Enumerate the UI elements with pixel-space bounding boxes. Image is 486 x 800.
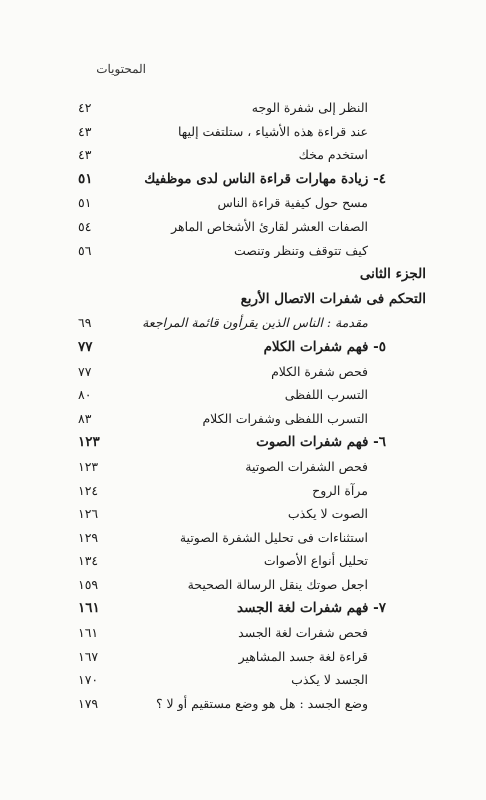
toc-part-heading [0,262,486,287]
toc-row [0,311,486,335]
toc-entry-title: النظر إلى شفرة الوجه [251,100,368,115]
toc-page-number: ٨٣ [78,410,92,426]
toc-row [0,549,486,573]
toc-entry-title: الصفات العشر لقارئ الأشخاص الماهر [171,218,368,234]
toc-entry-title: مرآة الروح [312,482,368,498]
toc-page-number: ٧٧ [78,338,93,355]
toc-row [0,455,486,479]
toc-page-number: ٦٩ [78,315,92,331]
toc-page-number: ١٣٤ [78,553,99,569]
toc-page-number: ١٢٣ [78,458,99,474]
toc-chapter-row [0,335,486,360]
toc-chapter-row [0,167,486,192]
toc-chapter-row [0,596,486,621]
toc-page-number: ١٥٩ [78,576,99,592]
toc-row [0,502,486,526]
toc-entry-title: عند قراءة هذه الأشياء ، ستلتفت إليها [177,123,368,139]
toc-page-number: ٨٠ [78,387,92,403]
toc-page-number: ٥٦ [78,242,92,258]
toc-page-number: ١٢٦ [78,506,99,522]
toc-entry-title: فحص شفرة الكلام [271,363,368,379]
toc-page-number: ١٧٩ [78,695,99,711]
toc-chapter-row [0,430,486,455]
toc-page-number: ٥٤ [78,218,92,234]
toc-row [0,215,486,239]
toc-entry-title: ٧- فهم شفرات لغة الجسد [237,600,386,617]
toc-entry-title: التحكم فى شفرات الاتصال الأربع [240,290,426,307]
toc-page-number: ٥١ [78,170,93,187]
toc-entry-title: ٤- زيادة مهارات قراءة الناس لدى موظفيك [144,170,386,187]
toc-entry-title: تحليل أنواع الأصوات [263,553,368,569]
toc-entry-title: مسح حول كيفية قراءة الناس [217,195,368,211]
toc-page-number: ١٢٤ [78,482,99,498]
toc-page-number: ١٧٠ [78,672,99,688]
toc-row [0,407,486,431]
toc-row [0,191,486,215]
toc-row [0,360,486,384]
toc-entry-title: التسرب اللفظى وشفرات الكلام [202,410,368,426]
toc-entry-title: الجزء الثانى [359,266,426,283]
toc-entry-title: الجسد لا يكذب [291,672,368,688]
toc-page-number: ٤٢ [78,100,92,115]
toc-page-number: ٤٣ [78,147,92,163]
toc-entry-title: وضع الجسد : هل هو وضع مستقيم أو لا ؟ [155,695,368,711]
toc-entry-title: ٥- فهم شفرات الكلام [263,338,386,355]
toc-page-number: ١٦١ [78,625,99,641]
toc-entry-title: فحص الشفرات الصوتية [245,458,368,474]
toc-entry-title: قراءة لغة جسد المشاهير [238,648,368,664]
toc-entry-title: التسرب اللفظى [284,387,368,403]
toc-page-number: ١٦١ [78,600,100,617]
toc-entry-title: استخدم مخك [298,147,368,163]
toc-row [0,96,486,120]
toc-entry-title: استثناءات فى تحليل الشفرة الصوتية [179,529,368,545]
toc-page-number: ١٢٩ [78,529,99,545]
toc-part-heading [0,287,486,312]
toc-row [0,239,486,263]
toc-entry-title: الصوت لا يكذب [287,506,368,522]
toc-entry-title: مقدمة : الناس الذين يقرأون قائمة المراجعة [142,315,368,331]
toc-row [0,645,486,669]
toc-entry-title: ٦- فهم شفرات الصوت [256,434,386,451]
table-of-contents [0,96,486,715]
toc-entry-title: كيف تتوقف وتنظر وتنصت [233,242,368,258]
toc-page-number: ٥١ [78,195,92,211]
toc-page-number: ١٦٧ [78,648,99,664]
toc-row [0,383,486,407]
toc-row [0,573,486,597]
toc-entry-title: فحص شفرات لغة الجسد [238,625,368,641]
toc-row [0,120,486,144]
toc-row [0,143,486,167]
toc-row [0,692,486,716]
toc-page-number: ٤٣ [78,123,92,139]
page-header: المحتويات [96,62,146,76]
toc-row [0,526,486,550]
toc-row [0,621,486,645]
toc-row [0,668,486,692]
toc-entry-title: اجعل صوتك ينقل الرسالة الصحيحة [187,576,368,592]
toc-page-number: ١٢٣ [78,434,100,451]
toc-row [0,479,486,503]
toc-page-number: ٧٧ [78,363,92,379]
